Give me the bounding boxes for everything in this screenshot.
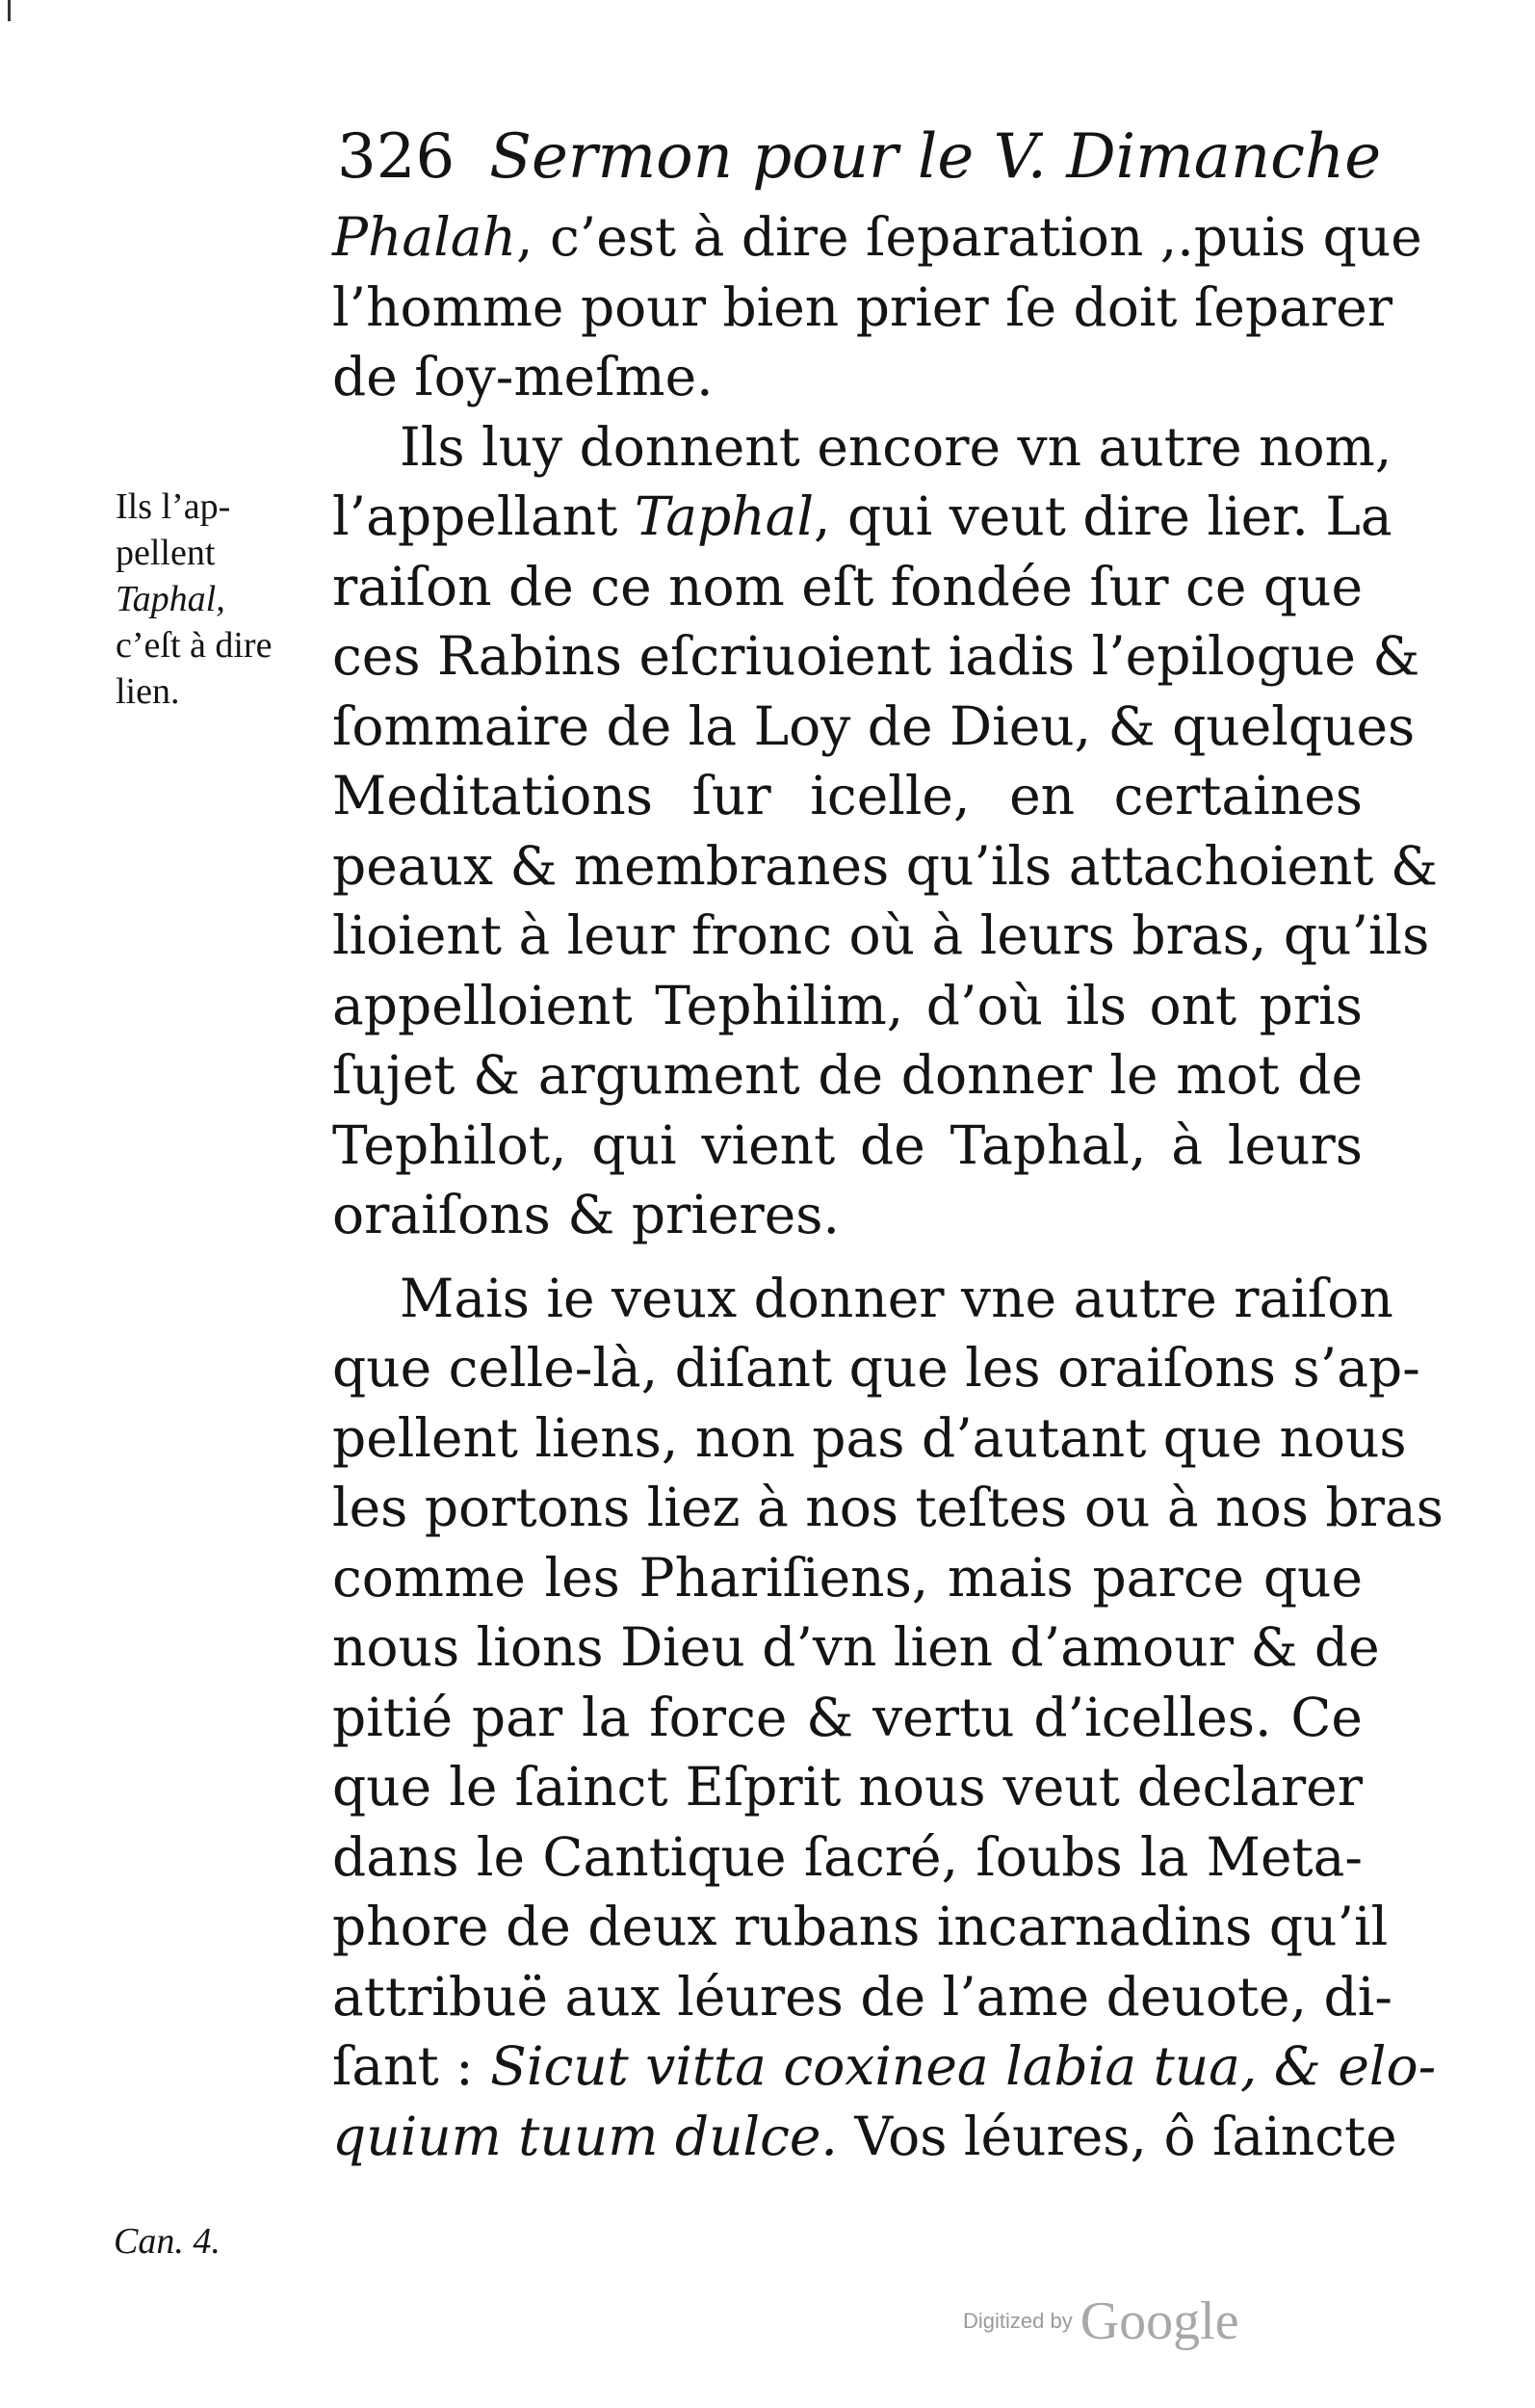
text-line: quium tuum dulce. Vos léures, ô ſaincte <box>332 2105 1397 2167</box>
text-line: Tephilot, qui vient de Taphal, à leurs <box>332 1113 1363 1176</box>
text-line: que le ſainct Eſprit nous veut declarer <box>332 1756 1363 1818</box>
text-line: oraiſons & prieres. <box>332 1184 841 1245</box>
text-line: dans le Cantique ſacré, ſoubs la Meta- <box>332 1825 1363 1888</box>
body-text <box>332 202 1444 2171</box>
text-line: Meditations ſur icelle, en certaines <box>332 765 1363 826</box>
running-header <box>337 114 1382 200</box>
text-line: ces Rabins eſcriuoient iadis l’epilogue & <box>332 625 1420 687</box>
latin-quote: quium tuum dulce. <box>332 2105 838 2167</box>
hebrew-term: Phalah <box>332 206 517 268</box>
page-edge-mark <box>8 0 11 21</box>
margin-note <box>116 484 318 715</box>
text-line: ſommaire de la Loy de Dieu, & quelques <box>332 694 1416 757</box>
text-line: l’appellant Taphal, qui veut dire lier. La <box>332 485 1392 547</box>
running-title: Sermon pour le V. Dimanche <box>489 121 1382 193</box>
margin-note-line: pellent <box>116 533 216 573</box>
margin-note-line: Taphal, <box>116 579 225 619</box>
text-line: pellent liens, non pas d’autant que nous <box>332 1406 1407 1469</box>
text-line: raiſon de ce nom eſt fondée ſur ce que <box>332 555 1364 617</box>
digitized-watermark <box>963 2290 1239 2377</box>
text-line: l’homme pour bien prier ſe doit ſeparer <box>332 275 1393 338</box>
text-line: ſant : Sicut vitta coxinea labia tua, & elo- <box>332 2035 1437 2097</box>
text-line: attribuë aux léures de l’ame deuote, di- <box>332 1965 1392 2028</box>
hebrew-term: Taphal <box>634 485 815 547</box>
margin-reference: Can. 4. <box>114 2221 221 2262</box>
text-line: comme les Phariſiens, mais parce que <box>332 1546 1363 1609</box>
margin-note-line: c’eſt à dire <box>116 625 273 666</box>
paragraph-start: Ils luy donnent encore vn autre nom, <box>400 415 1392 478</box>
text-line: appelloient Tephilim, d’où ils ont pris <box>332 974 1363 1036</box>
google-logo: Google <box>1080 2291 1239 2351</box>
text-line: les portons liez à nos teſtes ou à nos bras <box>332 1477 1444 1538</box>
page-number: 326 <box>337 121 455 193</box>
text-line: Phalah, c’est à dire ſeparation ,.puis que <box>332 206 1422 268</box>
text-line: de ſoy-meſme. <box>332 346 714 407</box>
text-line: nous lions Dieu d’vn lien d’amour & de <box>332 1616 1380 1678</box>
text-line: ſujet & argument de donner le mot de <box>332 1044 1363 1106</box>
text-line: lioient à leur fronc où à leurs bras, qu’ils <box>332 904 1430 966</box>
text-line: pitié par la force & vertu d’icelles. Ce <box>332 1686 1363 1748</box>
margin-note-line: lien. <box>116 671 180 712</box>
latin-quote: Sicut vitta coxinea labia tua, & elo- <box>490 2035 1437 2097</box>
watermark-prefix: Digitized by <box>963 2309 1073 2333</box>
paragraph-start: Mais ie veux donner vne autre raiſon <box>400 1267 1393 1329</box>
margin-note-line: Ils l’ap- <box>116 486 231 527</box>
text-line: que celle-là, diſant que les oraiſons s’ap- <box>332 1337 1420 1399</box>
text-line: phore de deux rubans incarnadins qu’il <box>332 1896 1389 1957</box>
text-line: peaux & membranes qu’ils attachoient & <box>332 834 1438 897</box>
